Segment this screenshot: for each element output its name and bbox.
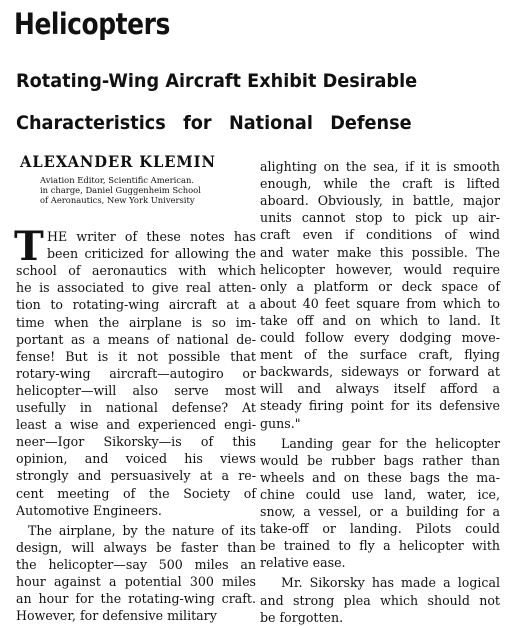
body-text-line: helicopter however, would require <box>260 261 500 277</box>
body-text-line: fense! But is it not possible that <box>16 348 256 364</box>
body-text-line: Mr. Sikorsky has made a logical <box>281 575 500 591</box>
body-text-line: craft even if conditions of wind <box>260 227 500 243</box>
body-text-line: cent meeting of the Society of <box>16 485 256 501</box>
body-text-line: steady firing point for its defensive <box>260 398 500 414</box>
body-text-line: However, for defensive military <box>16 608 217 624</box>
body-text-line: design, will always be faster than <box>16 539 256 555</box>
body-text-line: would be rubber bags rather than <box>260 452 500 468</box>
body-text-line: school of aeronautics with which <box>16 263 256 279</box>
body-text-line: and strong plea which should not <box>260 592 500 608</box>
body-text-line: tion to rotating-wing aircraft at a <box>16 297 256 313</box>
body-text-line: take off and on which to land. It <box>260 312 500 328</box>
body-text-line: opinion, and voiced his views <box>16 451 256 467</box>
body-text-line: an hour for the rotating-wing craft. <box>16 591 256 607</box>
body-text-line: strongly and persuasively at a re- <box>16 468 256 484</box>
body-text-line: backwards, sideways or forward at <box>260 364 500 380</box>
body-text-line: the helicopter—say 500 miles an <box>16 556 256 572</box>
body-text-line: guns." <box>260 415 301 431</box>
body-text-line: wheels and on these bags the ma- <box>260 469 500 485</box>
body-text-line: and water make this possible. The <box>260 244 500 260</box>
body-text-line: ment of the surface craft, flying <box>260 347 500 363</box>
headline-line-1: Rotating-Wing Aircraft Exhibit Desirable <box>16 70 418 92</box>
body-text-line: could follow every dodging move- <box>260 330 500 345</box>
body-text-line: aboard. Obviously, in battle, major <box>260 193 500 209</box>
body-text-line: time when the airplane is so im- <box>16 314 256 330</box>
credit-line: of Aeronautics, New York University <box>40 195 195 205</box>
body-text-line: take-off or landing. Pilots could <box>260 521 500 537</box>
body-text-line: least a wise and experienced engi- <box>16 417 256 433</box>
body-text-line: hour against a potential 300 miles <box>16 574 256 589</box>
body-text-line: HE writer of these notes has <box>47 229 256 244</box>
body-text-line: neer—Igor Sikorsky—is of this <box>16 434 256 450</box>
body-text-line: only a platform or deck space of <box>260 278 500 294</box>
body-text-line: relative ease. <box>260 555 346 571</box>
body-text-line: Automotive Engineers. <box>16 502 162 518</box>
body-text-line: units cannot stop to pick up air- <box>260 210 500 226</box>
body-text-line: been criticized for allowing the <box>47 246 256 262</box>
body-text-line: enough, while the craft is lifted <box>260 176 500 192</box>
headline-line-2: Characteristics for National Defense <box>16 112 412 134</box>
body-text-line: Landing gear for the helicopter <box>281 435 500 451</box>
body-text-line: he is associated to give real atten- <box>16 280 256 296</box>
body-text-line: portant as a means of national de- <box>16 331 256 347</box>
credit-line: in charge, Daniel Guggenheim School <box>40 185 201 195</box>
body-text-line: snow, a vessel, or a building for a <box>260 504 500 519</box>
body-text-line: The airplane, by the nature of its <box>28 522 256 538</box>
credit-line: Aviation Editor, Scientific American. <box>40 175 195 185</box>
body-text-line: be trained to fly a helicopter with <box>260 538 500 554</box>
body-text-line: helicopter—will also serve most <box>16 382 256 398</box>
drop-cap: T <box>14 223 44 270</box>
body-text-line: about 40 feet square from which to <box>260 295 500 311</box>
section-title: Helicopters <box>14 7 170 41</box>
body-text-line: usefully in national defense? At <box>16 400 256 415</box>
body-text-line: alighting on the sea, if it is smooth <box>260 159 500 174</box>
author-byline: ALEXANDER KLEMIN <box>20 152 216 171</box>
author-credits <box>40 175 201 205</box>
body-text-line: be forgotten. <box>260 609 344 625</box>
body-text-line: chine could use land, water, ice, <box>260 486 500 502</box>
body-text-line: will and always itself afford a <box>260 381 500 397</box>
body-text-line: rotary-wing aircraft—autogiro or <box>16 365 256 381</box>
